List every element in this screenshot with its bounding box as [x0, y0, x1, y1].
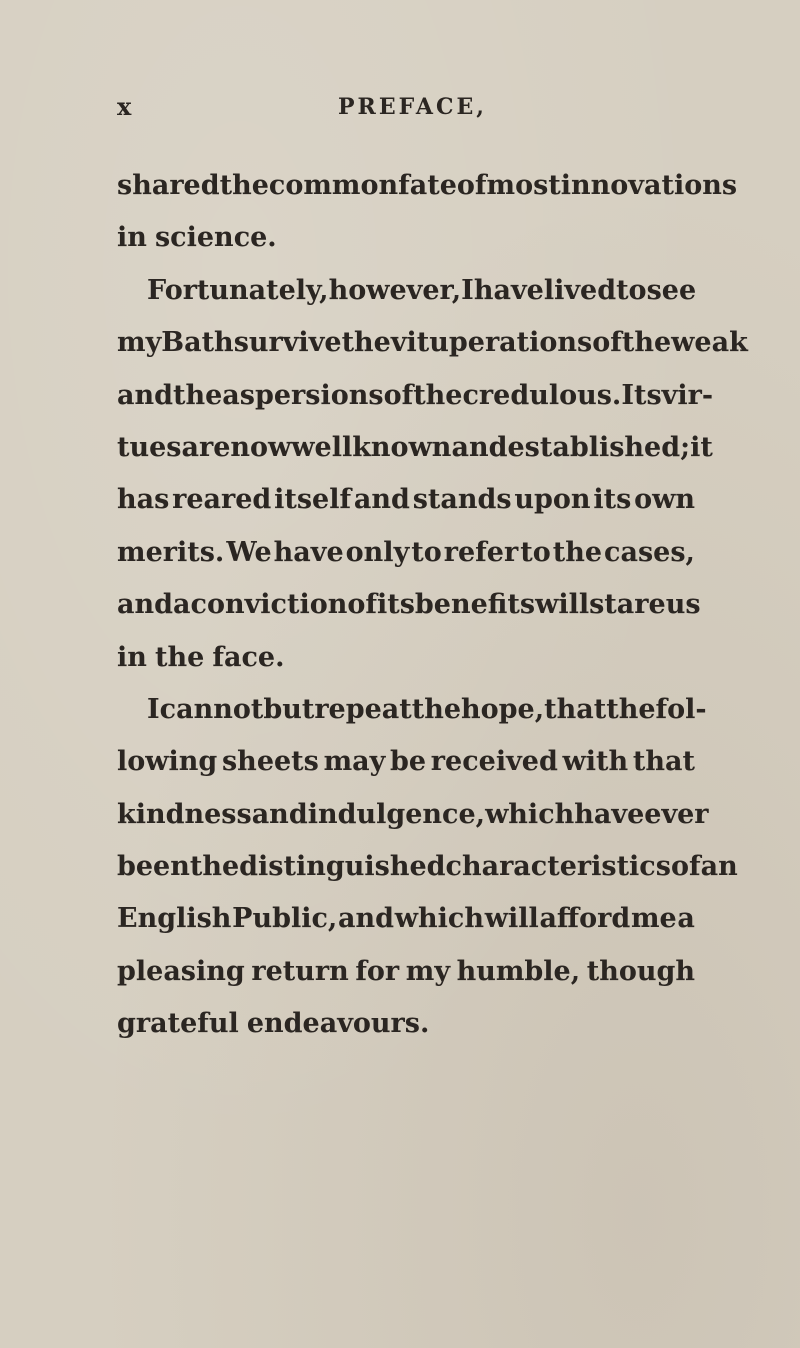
word: has [117, 484, 170, 516]
word: and [251, 798, 308, 830]
word: reared [172, 484, 272, 516]
text-line [117, 480, 695, 532]
word: lowing [117, 746, 218, 778]
word: the [606, 693, 656, 725]
word: hope, [461, 693, 545, 725]
word: which [485, 798, 575, 830]
word: which [394, 903, 484, 935]
word: of [383, 379, 414, 411]
word: the [413, 379, 463, 411]
word: Its [621, 379, 662, 411]
word: kindness [117, 798, 252, 830]
word: however, [328, 274, 462, 306]
text-line [117, 899, 695, 951]
word: see [646, 274, 697, 306]
word: Fortunately, [147, 274, 329, 306]
word: a [677, 903, 695, 935]
word: and [353, 484, 410, 516]
word: and [338, 903, 395, 935]
word: benefits [414, 589, 536, 621]
word: will [535, 589, 590, 621]
word: its [593, 484, 632, 516]
word: merits. [117, 536, 225, 568]
word: will [484, 903, 539, 935]
word: may [323, 746, 386, 778]
word: and [117, 589, 174, 621]
text-line [117, 638, 695, 690]
word: grateful [117, 1008, 239, 1040]
word: conviction [190, 589, 348, 621]
word: me [630, 903, 677, 935]
text-line [117, 533, 695, 585]
word: of [347, 589, 377, 621]
word: upon [514, 484, 591, 516]
word: repeat [314, 693, 412, 725]
word: itself [274, 484, 352, 516]
word: for [355, 955, 400, 987]
word: the [552, 536, 602, 568]
word: lived [543, 274, 617, 306]
text-line [117, 847, 738, 899]
word: have [273, 536, 344, 568]
word: it [690, 431, 713, 463]
word: only [345, 536, 410, 568]
text-line [117, 376, 714, 428]
word: the [341, 327, 391, 359]
word: distinguished [239, 851, 446, 883]
word: endeavours. [246, 1008, 430, 1040]
word: English [117, 903, 232, 935]
word: my [117, 327, 162, 359]
text-line [117, 952, 695, 1004]
word: sheets [221, 746, 319, 778]
word: own [634, 484, 695, 516]
text-line [117, 428, 713, 480]
word: received [430, 746, 558, 778]
page-number: x [117, 92, 133, 121]
word: I [461, 274, 474, 306]
word: most [486, 170, 561, 201]
text-line [117, 271, 695, 323]
text-line [117, 742, 695, 794]
word: refer [443, 536, 519, 568]
word: weak [671, 327, 748, 359]
word: tues [117, 431, 182, 463]
word: that [544, 693, 607, 725]
text-line [117, 323, 748, 375]
word: We [226, 536, 272, 568]
word: have [473, 274, 544, 306]
word: shared [117, 170, 220, 201]
word: in [117, 641, 147, 673]
word: the [621, 327, 672, 359]
word: Bath [161, 327, 234, 359]
word: to [520, 536, 551, 568]
word: though [586, 955, 695, 987]
word: now [230, 431, 292, 463]
word: Public, [232, 903, 338, 935]
word: to [411, 536, 442, 568]
word: the [411, 693, 462, 725]
word: fol- [655, 693, 707, 725]
word: well [291, 431, 353, 463]
word: survive [233, 327, 342, 359]
word: the [154, 641, 205, 673]
text-line [117, 166, 738, 218]
word: of [670, 851, 701, 883]
word: humble, [456, 955, 581, 987]
word: to [616, 274, 647, 306]
word: return [251, 955, 349, 987]
word: stands [412, 484, 512, 516]
word: I [147, 693, 160, 725]
word: ever [644, 798, 709, 830]
word: of [456, 170, 487, 201]
word: be [390, 746, 427, 778]
word: my [405, 955, 451, 987]
word: the [173, 379, 223, 411]
word: indulgence, [307, 798, 486, 830]
text-line [117, 690, 707, 742]
word: stare [589, 589, 666, 621]
word: ; [680, 431, 691, 463]
word: credulous. [462, 379, 622, 411]
word: characteristics [445, 851, 671, 883]
body-text [117, 166, 748, 1057]
word: cannot [159, 693, 264, 725]
word: vituperations [390, 327, 593, 359]
word: with [562, 746, 629, 778]
word: a [173, 589, 191, 621]
word: and [451, 431, 508, 463]
running-head: PREFACE, [338, 94, 487, 120]
word: that [632, 746, 695, 778]
word: established [507, 431, 681, 463]
text-line [117, 1004, 695, 1056]
word: but [263, 693, 315, 725]
text-line [117, 795, 709, 847]
word: its [376, 589, 415, 621]
word: science. [154, 222, 277, 254]
word: of [592, 327, 622, 359]
word: are [181, 431, 231, 463]
word: innovations [560, 170, 738, 201]
text-line [117, 218, 695, 270]
word: fate [398, 170, 457, 201]
word: have [574, 798, 645, 830]
word: face. [212, 641, 285, 673]
word: afford [539, 903, 631, 935]
word: been [117, 851, 190, 883]
page-header [0, 92, 800, 132]
word: vir- [661, 379, 714, 411]
word: the [189, 851, 240, 883]
word: and [117, 379, 174, 411]
word: cases, [604, 536, 695, 568]
word: the [219, 170, 269, 201]
word: us [665, 589, 701, 621]
word: known [352, 431, 452, 463]
word: common [268, 170, 399, 201]
text-line [117, 585, 701, 637]
word: pleasing [117, 955, 245, 987]
word: aspersions [222, 379, 384, 411]
word: in [117, 222, 147, 254]
word: an [700, 851, 738, 883]
